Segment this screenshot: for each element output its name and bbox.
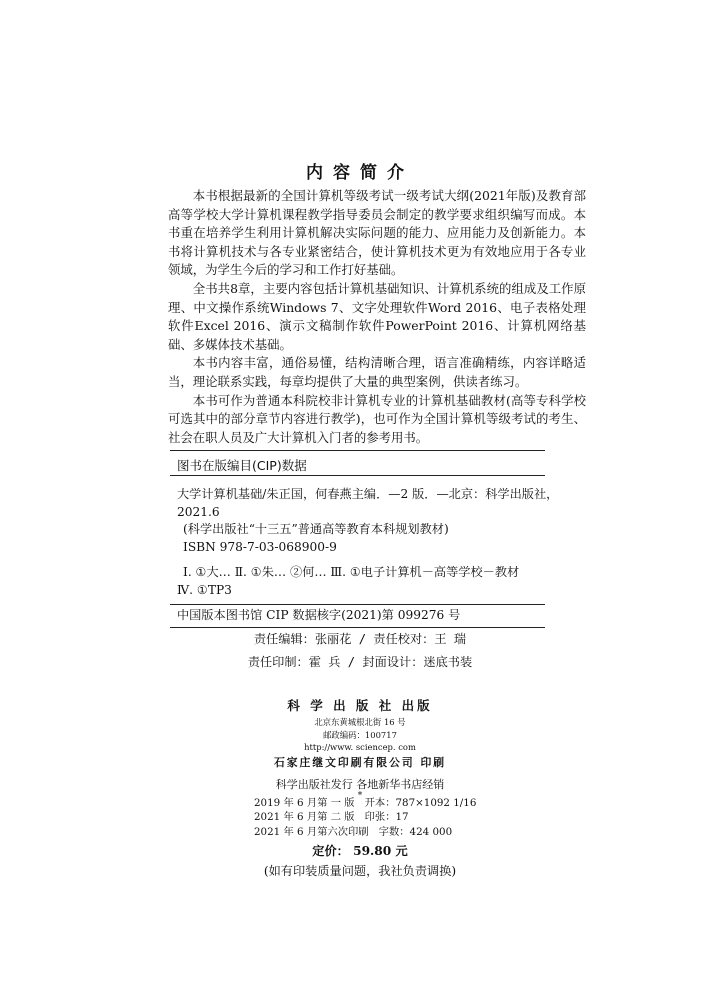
publisher-block xyxy=(0,696,720,800)
intro-paragraph-2: 全书共8章，主要内容包括计算机基础知识、计算机系统的组成及工作原理、中文操作系统Windows 7、文字处理软件Word 2016、电子表格处理软件Excel 2016、演示文稿制作软件PowerPoint 2016、计算机网络基础、多媒体技术基础。 xyxy=(168,280,586,352)
edition-row xyxy=(254,825,476,839)
quality-note: (如有印装质量问题，我社负责调换) xyxy=(263,864,457,878)
cip-entry xyxy=(177,486,559,556)
staff-line-print-design: 责任印制：霍 兵 / 封面设计：迷底书装 xyxy=(247,655,473,669)
edition-spec: 开本：787×1092 1/16 xyxy=(364,797,477,809)
staff-credits xyxy=(0,628,720,674)
intro-text xyxy=(168,187,586,447)
publisher-postcode: 邮政编码：100717 xyxy=(323,729,397,740)
edition-date: 2019 年 6 月第 一 版 xyxy=(254,797,355,809)
edition-row xyxy=(254,810,476,824)
edition-table xyxy=(254,796,476,839)
distribution-line: 科学出版社发行 各地新华书店经销 xyxy=(275,777,445,791)
cip-top-rule xyxy=(170,450,545,451)
edition-spec: 字数：424 000 xyxy=(378,825,453,838)
cip-classification xyxy=(177,564,547,599)
page-title: 内容简介 xyxy=(306,163,414,183)
staff-line-editors: 责任编辑：张丽花 / 责任校对：王 瑞 xyxy=(253,632,467,646)
edition-date: 2021 年 6 月第 二 版 xyxy=(254,811,355,824)
cip-series: (科学出版社“十三五”普通高等教育本科规划教材) xyxy=(183,522,449,537)
intro-paragraph-4: 本书可作为普通本科院校非计算机专业的计算机基础教材(高等专科学校可选其中的部分章节内容进行教学)，也可作为全国计算机等级考试的考生、社会在职人员及广大计算机入门者的参考用书。 xyxy=(168,392,586,445)
intro-paragraph-1: 本书根据最新的全国计算机等级考试一级考试大纲(2021年版)及教育部高等学校大学计算机课程教学指导委员会制定的教学要求组织编写而成。本书重在培养学生利用计算机解决实际问题的能力、应用能力及创新能力。本书将计算机技术与各专业紧密结合，使计算机技术更为有效地应用于各专业领域，为学生今后的学习和工作打好基础。 xyxy=(168,188,586,278)
cip-heading-rule xyxy=(170,475,545,476)
publisher-website: http://www. sciencep. com xyxy=(304,742,416,753)
edition-row xyxy=(254,796,476,810)
cip-class-line2: Ⅳ. ①TP3 xyxy=(177,582,232,597)
intro-paragraph-3: 本书内容丰富，通俗易懂，结构清晰合理，语言准确精练，内容详略适当，理论联系实践，每章均提供了大量的典型案例，供读者练习。 xyxy=(168,355,586,389)
cip-isbn: ISBN 978-7-03-068900-9 xyxy=(183,539,337,554)
cip-entry-line1: 大学计算机基础/朱正国，何春燕主编．—2 版．—北京：科学出版社， xyxy=(177,487,559,501)
publisher-name: 科 学 出 版 社 出版 xyxy=(287,698,433,713)
cip-heading: 图书在版编目(CIP)数据 xyxy=(177,458,307,473)
edition-spec: 印张：17 xyxy=(364,811,409,824)
cip-entry-line2: 2021.6 xyxy=(177,504,220,519)
price: 定价： 59.80 元 xyxy=(312,844,408,858)
printer-name: 石家庄继文印刷有限公司 印刷 xyxy=(273,755,447,769)
divider-star: * xyxy=(357,790,363,801)
publisher-address: 北京东黄城根北街 16 号 xyxy=(314,717,406,727)
cip-mid-rule xyxy=(170,604,545,605)
cip-class-line1: Ⅰ. ①大… Ⅱ. ①朱… ②何… Ⅲ. ①电子计算机－高等学校－教材 xyxy=(183,565,520,579)
edition-date: 2021 年 6 月第六次印刷 xyxy=(254,825,369,838)
cip-number: 中国版本图书馆 CIP 数据核字(2021)第 099276 号 xyxy=(177,608,461,622)
